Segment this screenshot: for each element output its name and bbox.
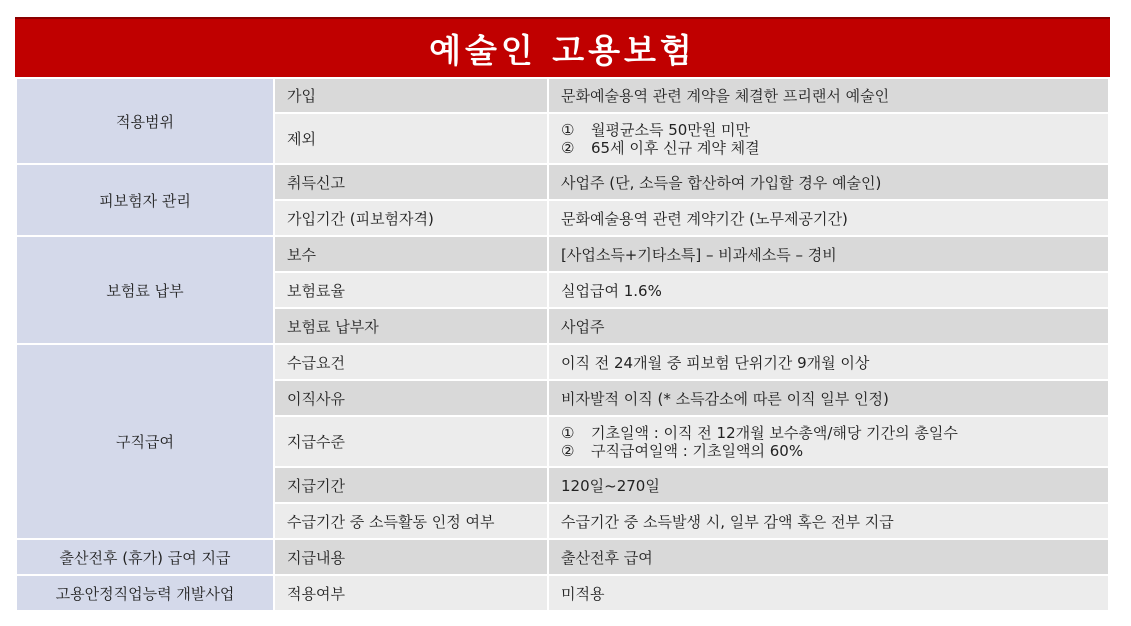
circled-number: ② bbox=[561, 138, 575, 157]
item-cell: 지급기간 bbox=[274, 467, 548, 503]
value-cell: 출산전후 급여 bbox=[548, 539, 1109, 575]
item-cell: 가입 bbox=[274, 78, 548, 113]
slide bbox=[15, 17, 1110, 612]
item-cell: 수급기간 중 소득활동 인정 여부 bbox=[274, 503, 548, 539]
table-row bbox=[16, 164, 1109, 200]
table-row bbox=[16, 344, 1109, 380]
circled-number: ② bbox=[561, 441, 575, 460]
item-cell: 취득신고 bbox=[274, 164, 548, 200]
circled-number: ① bbox=[561, 423, 575, 442]
value-cell: 사업주 (단, 소득을 합산하여 가입할 경우 예술인) bbox=[548, 164, 1109, 200]
item-cell: 보수 bbox=[274, 236, 548, 272]
category-cell: 구직급여 bbox=[16, 344, 274, 539]
item-cell: 가입기간 (피보험자격) bbox=[274, 200, 548, 236]
value-cell bbox=[548, 416, 1109, 467]
item-cell: 이직사유 bbox=[274, 380, 548, 416]
category-cell: 적용범위 bbox=[16, 78, 274, 164]
value-cell: 문화예술용역 관련 계약을 체결한 프리랜서 예술인 bbox=[548, 78, 1109, 113]
value-cell: 미적용 bbox=[548, 575, 1109, 611]
table-row bbox=[16, 236, 1109, 272]
value-cell: 이직 전 24개월 중 피보험 단위기간 9개월 이상 bbox=[548, 344, 1109, 380]
value-line: 65세 이후 신규 계약 체결 bbox=[591, 138, 760, 157]
item-cell: 제외 bbox=[274, 113, 548, 164]
value-cell: 실업급여 1.6% bbox=[548, 272, 1109, 308]
item-cell: 적용여부 bbox=[274, 575, 548, 611]
title-bar bbox=[15, 17, 1110, 77]
table-row bbox=[16, 539, 1109, 575]
item-cell: 보험료율 bbox=[274, 272, 548, 308]
category-cell: 고용안정직업능력 개발사업 bbox=[16, 575, 274, 611]
value-cell: 수급기간 중 소득발생 시, 일부 감액 혹은 전부 지급 bbox=[548, 503, 1109, 539]
value-line: 월평균소득 50만원 미만 bbox=[591, 120, 751, 139]
category-cell: 피보험자 관리 bbox=[16, 164, 274, 236]
item-cell: 보험료 납부자 bbox=[274, 308, 548, 344]
item-cell: 수급요건 bbox=[274, 344, 548, 380]
table-row bbox=[16, 575, 1109, 611]
value-cell: [사업소득+기타소특] – 비과세소득 – 경비 bbox=[548, 236, 1109, 272]
circled-number: ① bbox=[561, 120, 575, 139]
value-line: 구직급여일액 : 기초일액의 60% bbox=[591, 441, 804, 460]
item-cell: 지급수준 bbox=[274, 416, 548, 467]
item-cell: 지급내용 bbox=[274, 539, 548, 575]
value-cell bbox=[548, 113, 1109, 164]
value-cell: 비자발적 이직 (* 소득감소에 따른 이직 일부 인정) bbox=[548, 380, 1109, 416]
value-line: 기초일액 : 이직 전 12개월 보수총액/해당 기간의 총일수 bbox=[591, 423, 958, 442]
value-cell: 120일~270일 bbox=[548, 467, 1109, 503]
value-cell: 사업주 bbox=[548, 308, 1109, 344]
info-table bbox=[15, 77, 1110, 612]
category-cell: 출산전후 (휴가) 급여 지급 bbox=[16, 539, 274, 575]
slide-title: 예술인 고용보험 bbox=[429, 30, 696, 70]
category-cell: 보험료 납부 bbox=[16, 236, 274, 344]
value-cell: 문화예술용역 관련 계약기간 (노무제공기간) bbox=[548, 200, 1109, 236]
table-row bbox=[16, 78, 1109, 113]
